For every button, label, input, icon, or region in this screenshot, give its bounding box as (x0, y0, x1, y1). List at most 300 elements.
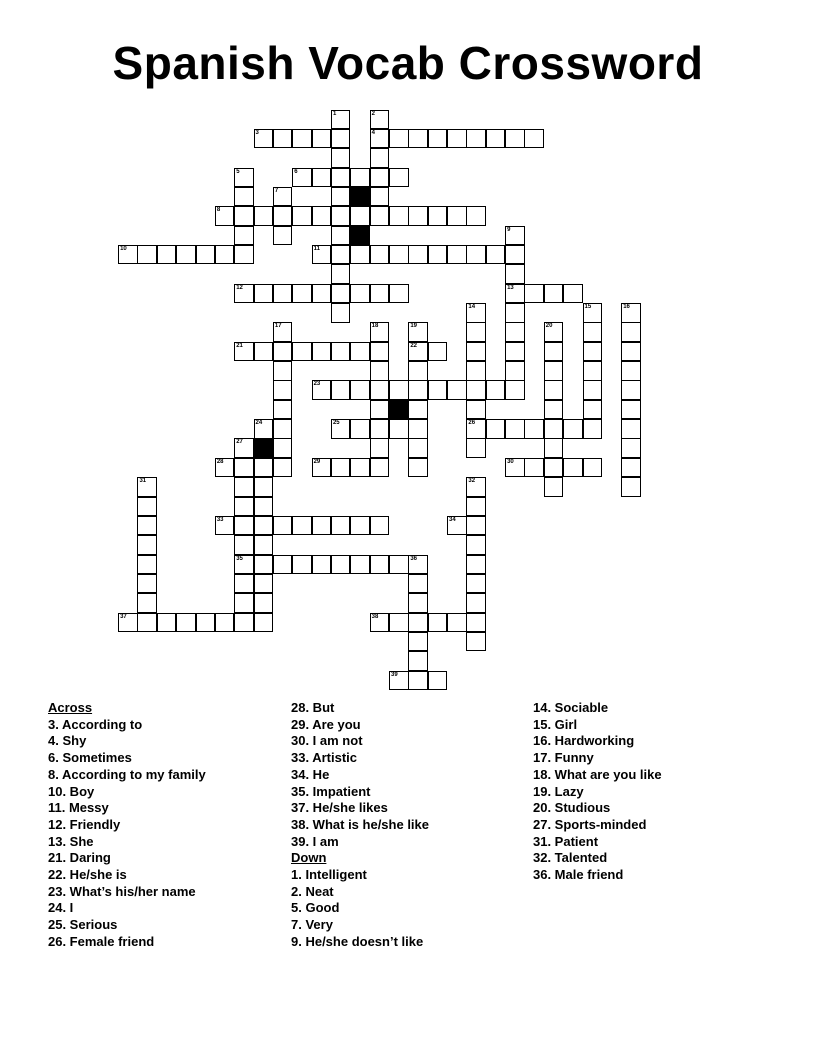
grid-cell[interactable] (583, 380, 603, 400)
grid-cell[interactable] (505, 361, 525, 381)
grid-cell[interactable] (389, 419, 409, 439)
grid-cell[interactable] (447, 129, 467, 149)
grid-cell[interactable] (370, 380, 390, 400)
grid-cell[interactable] (312, 342, 332, 362)
grid-cell[interactable] (157, 613, 177, 633)
clue: 25. Serious (48, 917, 118, 933)
clue: 22. He/she is (48, 867, 127, 883)
grid-cell[interactable] (544, 419, 564, 439)
clue: 20. Studious (533, 800, 611, 816)
grid-cell[interactable] (215, 458, 235, 478)
grid-cell[interactable] (312, 458, 332, 478)
grid-cell[interactable] (350, 342, 370, 362)
grid-cell[interactable] (408, 438, 428, 458)
grid-cell[interactable] (331, 516, 351, 536)
grid-cell[interactable] (370, 322, 390, 342)
grid-cell[interactable] (389, 671, 409, 691)
grid-cell[interactable] (466, 322, 486, 342)
grid-cell[interactable] (370, 458, 390, 478)
grid-cell[interactable] (370, 613, 390, 633)
grid-cell[interactable] (292, 206, 312, 226)
grid-cell[interactable] (370, 438, 390, 458)
grid-cell[interactable] (505, 322, 525, 342)
grid-cell[interactable] (292, 342, 312, 362)
grid-cell[interactable] (621, 477, 641, 497)
grid-cell[interactable] (234, 516, 254, 536)
grid-cell[interactable] (234, 226, 254, 246)
grid-cell[interactable] (215, 206, 235, 226)
grid-cell[interactable] (370, 206, 390, 226)
grid-cell[interactable] (466, 535, 486, 555)
grid-cell[interactable] (312, 516, 332, 536)
grid-cell[interactable] (137, 555, 157, 575)
grid-cell[interactable] (137, 593, 157, 613)
grid-cell[interactable] (408, 129, 428, 149)
grid-cell[interactable] (466, 303, 486, 323)
grid-cell[interactable] (447, 245, 467, 265)
grid-cell[interactable] (389, 555, 409, 575)
grid-cell[interactable] (370, 516, 390, 536)
grid-cell[interactable] (505, 303, 525, 323)
grid-cell[interactable] (466, 380, 486, 400)
grid-cell[interactable] (389, 380, 409, 400)
grid-cell[interactable] (544, 380, 564, 400)
grid-cell[interactable] (524, 284, 544, 304)
grid-cell[interactable] (466, 516, 486, 536)
grid-cell[interactable] (505, 380, 525, 400)
grid-cell[interactable] (118, 245, 138, 265)
grid-cell[interactable] (273, 361, 293, 381)
clue-number: 28 (216, 458, 224, 465)
clue-number: 19 (410, 323, 418, 330)
grid-cell[interactable] (254, 206, 274, 226)
clue: 4. Shy (48, 733, 87, 749)
grid-cell[interactable] (466, 400, 486, 420)
block-cell (350, 226, 370, 246)
grid-cell[interactable] (234, 555, 254, 575)
clue: 12. Friendly (48, 816, 121, 832)
clue: 8. According to my family (48, 766, 206, 782)
grid-cell[interactable] (234, 168, 254, 188)
grid-cell[interactable] (331, 129, 351, 149)
grid-cell[interactable] (408, 380, 428, 400)
grid-cell[interactable] (350, 168, 370, 188)
clue-number: 36 (410, 555, 418, 562)
grid-cell[interactable] (466, 129, 486, 149)
grid-cell[interactable] (466, 438, 486, 458)
grid-cell[interactable] (137, 245, 157, 265)
grid-cell[interactable] (408, 555, 428, 575)
grid-cell[interactable] (273, 226, 293, 246)
grid-cell[interactable] (370, 245, 390, 265)
grid-cell[interactable] (544, 458, 564, 478)
clue: 34. He (291, 766, 330, 782)
grid-cell[interactable] (137, 613, 157, 633)
grid-cell[interactable] (273, 342, 293, 362)
clue-number: 35 (236, 555, 243, 562)
grid-cell[interactable] (215, 516, 235, 536)
clue-number: 13 (507, 284, 514, 291)
grid-cell[interactable] (176, 245, 196, 265)
grid-cell[interactable] (408, 419, 428, 439)
grid-cell[interactable] (273, 206, 293, 226)
grid-cell[interactable] (312, 245, 332, 265)
grid-cell[interactable] (350, 516, 370, 536)
grid-cell[interactable] (389, 284, 409, 304)
grid-cell[interactable] (312, 206, 332, 226)
grid-cell[interactable] (350, 555, 370, 575)
clue: 32. Talented (533, 850, 608, 866)
grid-cell[interactable] (254, 555, 274, 575)
clue-number: 5 (236, 168, 240, 175)
grid-cell[interactable] (505, 284, 525, 304)
clue: 18. What are you like (533, 766, 662, 782)
grid-cell[interactable] (331, 380, 351, 400)
grid-cell[interactable] (583, 322, 603, 342)
grid-cell[interactable] (254, 497, 274, 517)
grid-cell[interactable] (254, 574, 274, 594)
grid-cell[interactable] (428, 245, 448, 265)
grid-cell[interactable] (254, 419, 274, 439)
clue-number: 23 (313, 381, 321, 388)
clue: 9. He/she doesn’t like (291, 933, 424, 949)
grid-cell[interactable] (234, 593, 254, 613)
grid-cell[interactable] (292, 284, 312, 304)
grid-cell[interactable] (350, 419, 370, 439)
grid-cell[interactable] (408, 361, 428, 381)
grid-cell[interactable] (331, 342, 351, 362)
grid-cell[interactable] (466, 419, 486, 439)
grid-cell[interactable] (408, 342, 428, 362)
grid-cell[interactable] (273, 438, 293, 458)
clue: 39. I am (291, 833, 339, 849)
grid-cell[interactable] (408, 671, 428, 691)
grid-cell[interactable] (466, 361, 486, 381)
grid-cell[interactable] (118, 613, 138, 633)
grid-cell[interactable] (331, 110, 351, 130)
grid-cell[interactable] (273, 458, 293, 478)
grid-cell[interactable] (408, 245, 428, 265)
grid-cell[interactable] (408, 593, 428, 613)
grid-cell[interactable] (428, 206, 448, 226)
grid-cell[interactable] (428, 342, 448, 362)
grid-cell[interactable] (389, 613, 409, 633)
grid-cell[interactable] (234, 187, 254, 207)
grid-cell[interactable] (331, 303, 351, 323)
grid-cell[interactable] (621, 438, 641, 458)
grid-cell[interactable] (621, 322, 641, 342)
grid-cell[interactable] (292, 168, 312, 188)
grid-cell[interactable] (621, 458, 641, 478)
grid-cell[interactable] (273, 380, 293, 400)
clue-number: 34 (449, 516, 456, 523)
grid-cell[interactable] (563, 419, 583, 439)
grid-cell[interactable] (486, 245, 506, 265)
grid-cell[interactable] (370, 361, 390, 381)
grid-cell[interactable] (583, 303, 603, 323)
grid-cell[interactable] (486, 129, 506, 149)
grid-cell[interactable] (331, 226, 351, 246)
grid-cell[interactable] (466, 574, 486, 594)
grid-cell[interactable] (273, 400, 293, 420)
grid-cell[interactable] (544, 284, 564, 304)
grid-cell[interactable] (408, 632, 428, 652)
grid-cell[interactable] (466, 555, 486, 575)
grid-cell[interactable] (273, 419, 293, 439)
grid-cell[interactable] (524, 458, 544, 478)
clue: 3. According to (48, 716, 143, 732)
grid-cell[interactable] (370, 187, 390, 207)
grid-cell[interactable] (234, 438, 254, 458)
grid-cell[interactable] (447, 613, 467, 633)
clue: 30. I am not (291, 733, 363, 749)
grid-cell[interactable] (370, 110, 390, 130)
grid-cell[interactable] (621, 400, 641, 420)
grid-cell[interactable] (137, 535, 157, 555)
clue-number: 4 (371, 129, 375, 136)
grid-cell[interactable] (544, 361, 564, 381)
grid-cell[interactable] (312, 284, 332, 304)
grid-cell[interactable] (350, 458, 370, 478)
grid-cell[interactable] (331, 458, 351, 478)
grid-cell[interactable] (389, 129, 409, 149)
grid-cell[interactable] (583, 361, 603, 381)
grid-cell[interactable] (466, 245, 486, 265)
grid-cell[interactable] (428, 613, 448, 633)
grid-cell[interactable] (137, 477, 157, 497)
clue: 15. Girl (533, 716, 578, 732)
grid-cell[interactable] (583, 342, 603, 362)
grid-cell[interactable] (408, 458, 428, 478)
grid-cell[interactable] (273, 555, 293, 575)
grid-cell[interactable] (331, 148, 351, 168)
grid-cell[interactable] (389, 168, 409, 188)
grid-cell[interactable] (370, 148, 390, 168)
grid-cell[interactable] (254, 129, 274, 149)
grid-cell[interactable] (524, 419, 544, 439)
grid-cell[interactable] (292, 129, 312, 149)
grid-cell[interactable] (234, 477, 254, 497)
grid-cell[interactable] (254, 613, 274, 633)
clue: 37. He/she likes (291, 800, 388, 816)
grid-cell[interactable] (331, 206, 351, 226)
grid-cell[interactable] (254, 593, 274, 613)
grid-cell[interactable] (234, 342, 254, 362)
grid-cell[interactable] (234, 284, 254, 304)
grid-cell[interactable] (350, 245, 370, 265)
grid-cell[interactable] (137, 516, 157, 536)
grid-cell[interactable] (428, 671, 448, 691)
grid-cell[interactable] (370, 168, 390, 188)
grid-cell[interactable] (486, 380, 506, 400)
grid-cell[interactable] (428, 129, 448, 149)
grid-cell[interactable] (234, 497, 254, 517)
grid-cell[interactable] (312, 380, 332, 400)
grid-cell[interactable] (544, 400, 564, 420)
grid-cell[interactable] (466, 613, 486, 633)
grid-cell[interactable] (505, 458, 525, 478)
clue-number: 37 (120, 613, 127, 620)
grid-cell[interactable] (466, 632, 486, 652)
grid-cell[interactable] (254, 516, 274, 536)
grid-cell[interactable] (466, 342, 486, 362)
grid-cell[interactable] (583, 458, 603, 478)
block-cell (254, 438, 274, 458)
grid-cell[interactable] (563, 458, 583, 478)
grid-cell[interactable] (370, 284, 390, 304)
clue-column-1 (48, 700, 206, 951)
grid-cell[interactable] (273, 284, 293, 304)
grid-cell[interactable] (544, 322, 564, 342)
grid-cell[interactable] (621, 419, 641, 439)
clue-number: 6 (294, 168, 298, 175)
grid-cell[interactable] (157, 245, 177, 265)
grid-cell[interactable] (505, 419, 525, 439)
grid-cell[interactable] (408, 400, 428, 420)
grid-cell[interactable] (447, 516, 467, 536)
clue-heading: Across (48, 700, 93, 715)
grid-cell[interactable] (505, 245, 525, 265)
grid-cell[interactable] (331, 168, 351, 188)
grid-cell[interactable] (234, 574, 254, 594)
grid-cell[interactable] (196, 613, 216, 633)
clue-number: 33 (216, 516, 224, 523)
clue-number: 16 (623, 304, 630, 310)
grid-cell[interactable] (350, 284, 370, 304)
grid-cell[interactable] (273, 516, 293, 536)
clue: 33. Artistic (291, 750, 357, 766)
grid-cell[interactable] (234, 458, 254, 478)
grid-cell[interactable] (466, 477, 486, 497)
grid-cell[interactable] (196, 245, 216, 265)
grid-cell[interactable] (621, 303, 641, 323)
clue-number: 14 (468, 304, 476, 310)
clue: 36. Male friend (533, 867, 624, 883)
grid-cell[interactable] (215, 245, 235, 265)
grid-cell[interactable] (234, 245, 254, 265)
grid-cell[interactable] (331, 555, 351, 575)
grid-cell[interactable] (544, 438, 564, 458)
grid-cell[interactable] (331, 284, 351, 304)
grid-cell[interactable] (137, 497, 157, 517)
clue: 10. Boy (48, 783, 95, 799)
block-cell (389, 400, 409, 420)
clue: 14. Sociable (533, 700, 609, 715)
grid-cell[interactable] (370, 129, 390, 149)
grid-cell[interactable] (544, 477, 564, 497)
grid-cell[interactable] (234, 535, 254, 555)
grid-cell[interactable] (466, 593, 486, 613)
grid-cell[interactable] (524, 129, 544, 149)
grid-cell[interactable] (370, 419, 390, 439)
grid-cell[interactable] (273, 129, 293, 149)
grid-cell[interactable] (254, 342, 274, 362)
grid-cell[interactable] (215, 613, 235, 633)
grid-cell[interactable] (505, 129, 525, 149)
grid-cell[interactable] (273, 187, 293, 207)
clue-number: 20 (545, 323, 553, 330)
grid-cell[interactable] (331, 187, 351, 207)
grid-cell[interactable] (350, 206, 370, 226)
grid-cell[interactable] (408, 322, 428, 342)
grid-cell[interactable] (583, 419, 603, 439)
grid-cell[interactable] (331, 264, 351, 284)
grid-cell[interactable] (447, 380, 467, 400)
clue-number: 21 (236, 342, 243, 349)
grid-cell[interactable] (273, 322, 293, 342)
grid-cell[interactable] (466, 497, 486, 517)
grid-cell[interactable] (254, 477, 274, 497)
grid-cell[interactable] (563, 284, 583, 304)
grid-cell[interactable] (428, 380, 448, 400)
grid-cell[interactable] (447, 206, 467, 226)
clue-number: 12 (236, 284, 243, 291)
grid-cell[interactable] (544, 342, 564, 362)
clue-number: 29 (313, 458, 321, 465)
grid-cell[interactable] (370, 555, 390, 575)
grid-cell[interactable] (621, 342, 641, 362)
clue-number: 39 (391, 671, 398, 678)
grid-cell[interactable] (254, 458, 274, 478)
grid-cell[interactable] (408, 206, 428, 226)
grid-cell[interactable] (137, 574, 157, 594)
grid-cell[interactable] (370, 342, 390, 362)
grid-cell[interactable] (389, 206, 409, 226)
grid-cell[interactable] (350, 380, 370, 400)
grid-cell[interactable] (408, 651, 428, 671)
clue-number: 17 (274, 323, 282, 330)
grid-cell[interactable] (292, 555, 312, 575)
page-title: Spanish Vocab Crossword (112, 37, 704, 89)
grid-cell[interactable] (621, 361, 641, 381)
clue-number: 18 (371, 323, 379, 330)
grid-cell[interactable] (312, 555, 332, 575)
grid-cell[interactable] (505, 226, 525, 246)
grid-cell[interactable] (408, 613, 428, 633)
clue-heading: Down (291, 850, 327, 866)
grid-cell[interactable] (466, 206, 486, 226)
grid-cell[interactable] (389, 245, 409, 265)
grid-cell[interactable] (621, 380, 641, 400)
clue: 26. Female friend (48, 933, 155, 949)
clue: 7. Very (291, 917, 333, 933)
grid-cell[interactable] (408, 574, 428, 594)
grid-cell[interactable] (234, 206, 254, 226)
clue-number: 10 (120, 245, 127, 252)
grid-cell[interactable] (292, 516, 312, 536)
grid-cell[interactable] (234, 613, 254, 633)
clue-number: 11 (313, 245, 320, 252)
grid-cell[interactable] (583, 400, 603, 420)
clue-number: 3 (255, 129, 259, 136)
grid-cell[interactable] (505, 264, 525, 284)
grid-cell[interactable] (505, 342, 525, 362)
grid-cell[interactable] (331, 245, 351, 265)
clue: 11. Messy (48, 800, 109, 816)
grid-cell[interactable] (176, 613, 196, 633)
clue: 16. Hardworking (533, 733, 635, 749)
grid-cell[interactable] (331, 419, 351, 439)
grid-cell[interactable] (312, 168, 332, 188)
grid-cell[interactable] (370, 400, 390, 420)
clue-number: 24 (255, 420, 263, 427)
clue-number: 27 (236, 439, 243, 446)
grid-cell[interactable] (254, 284, 274, 304)
grid-cell[interactable] (486, 419, 506, 439)
grid-cell[interactable] (312, 129, 332, 149)
grid-cell[interactable] (254, 535, 274, 555)
clue-number: 2 (371, 110, 375, 117)
